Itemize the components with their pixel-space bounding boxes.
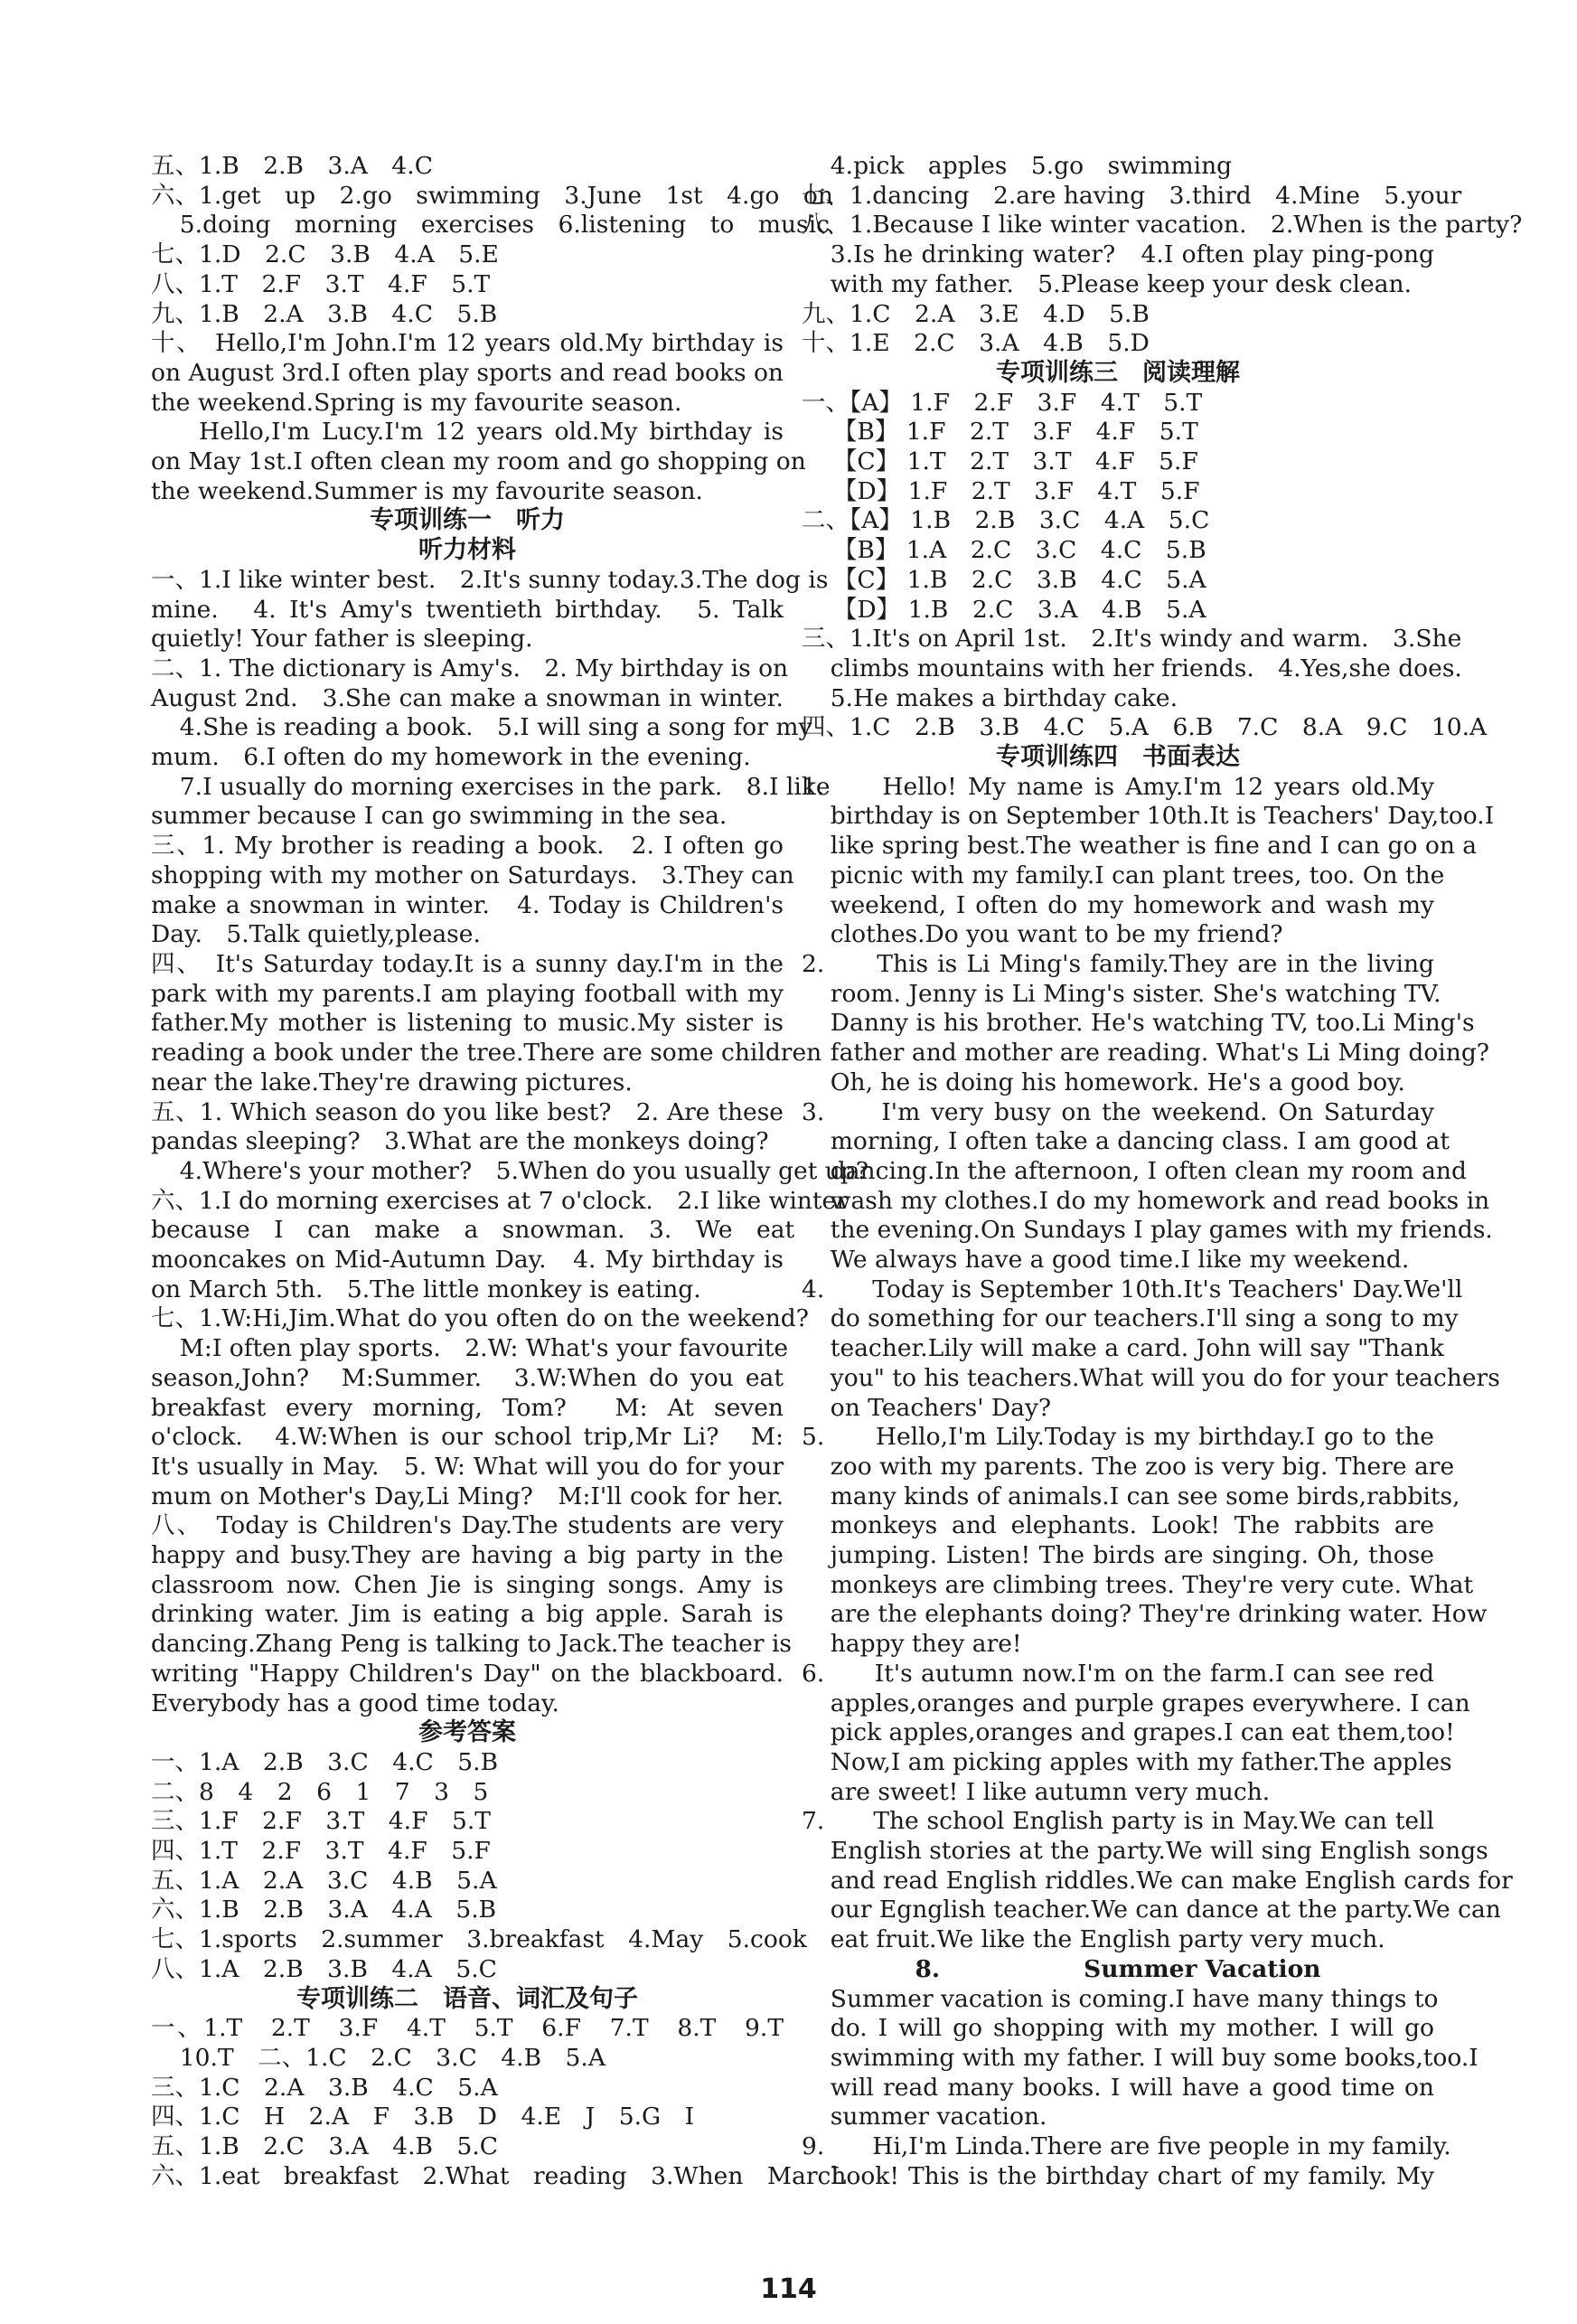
right-column-line: room. Jenny is Li Ming's sister. She's watching TV. (830, 979, 1441, 1008)
left-column-line: 四、1.C H 2.A F 3.B D 4.E J 5.G I (151, 2103, 695, 2131)
left-column-line: 二、1. The dictionary is Amy's. 2. My birthday is on (151, 654, 789, 682)
page-number: 114 (760, 2273, 817, 2305)
right-column-line: monkeys are climbing trees. They're very cute. What (830, 1570, 1474, 1599)
left-column-line: the weekend.Summer is my favourite season. (151, 476, 703, 505)
left-column-line: mum. 6.I often do my homework in the evening. (151, 743, 751, 772)
right-column-line: with my father. 5.Please keep your desk clean. (830, 269, 1412, 298)
left-column-line: 三、1.F 2.F 3.T 4.F 5.T (151, 1807, 491, 1836)
right-column-line: 6. It's autumn now.I'm on the farm.I can see red (802, 1659, 1434, 1688)
right-column-line: Oh, he is doing his homework. He's a good boy. (830, 1068, 1405, 1096)
left-column-line: breakfast every morning, Tom? M: At seven (151, 1393, 784, 1422)
left-column-line: 五、1. Which season do you like best? 2. Are these (151, 1097, 784, 1126)
left-column-line: because I can make a snowman. 3. We eat (151, 1216, 795, 1245)
left-column-line: father.My mother is listening to music.My sister is (151, 1009, 784, 1038)
left-column-line: 二、8 4 2 6 1 7 3 5 (151, 1777, 489, 1806)
right-column-line: 8. Summer Vacation (915, 1954, 1321, 1983)
right-column-line: Danny is his brother. He's watching TV, too.Li Ming's (830, 1009, 1475, 1038)
right-column-line: 八、1.Because I like winter vacation. 2.When is the party? (802, 211, 1523, 240)
right-column-line: 专项训练三 阅读理解 (996, 358, 1240, 387)
right-column-line: English stories at the party.We will sing English songs (830, 1837, 1488, 1866)
left-column-line: 参考答案 (418, 1718, 516, 1747)
right-column-line: 七、1.dancing 2.are having 3.third 4.Mine 5.your (802, 181, 1462, 210)
right-column-line: 四、1.C 2.B 3.B 4.C 5.A 6.B 7.C 8.A 9.C 10.A (802, 713, 1488, 742)
left-column-line: mine. 4. It's Amy's twentieth birthday. 5. Talk (151, 595, 784, 624)
right-column-line: do. I will go shopping with my mother. I will go (830, 2014, 1434, 2043)
left-column-line: writing "Happy Children's Day" on the blackboard. (151, 1659, 784, 1688)
left-column-line: make a snowman in winter. 4. Today is Children's (151, 890, 784, 919)
left-column-line: August 2nd. 3.She can make a snowman in winter. (151, 683, 784, 712)
left-column-line: on March 5th. 5.The little monkey is eating. (151, 1275, 701, 1303)
left-column-line: quietly! Your father is sleeping. (151, 625, 533, 654)
left-column-line: on May 1st.I often clean my room and go shopping on (151, 447, 806, 476)
left-column-line: mum on Mother's Day,Li Ming? M:I'll cook for her. (151, 1482, 784, 1510)
left-column-line: 专项训练一 听力 (370, 506, 565, 535)
left-column-line: 三、1.C 2.A 3.B 4.C 5.A (151, 2073, 498, 2102)
left-column-line: 一、1.T 2.T 3.F 4.T 5.T 6.F 7.T 8.T 9.T (151, 2014, 784, 2043)
left-column-line: Everybody has a good time today. (151, 1689, 559, 1717)
right-column-line: 4.pick apples 5.go swimming (830, 152, 1233, 180)
left-column-line: 专项训练二 语音、词汇及句子 (296, 1984, 638, 2013)
right-column-line: happy they are! (830, 1630, 1022, 1659)
left-column-line: M:I often play sports. 2.W: What's your favourite (179, 1334, 789, 1363)
left-column-line: mooncakes on Mid-Autumn Day. 4. My birthday is (151, 1246, 784, 1275)
left-column-line: 七、1.W:Hi,Jim.What do you often do on the weekend? (151, 1304, 809, 1333)
right-column-line: like spring best.The weather is fine and I can go on a (830, 832, 1478, 861)
left-column-line: 4.She is reading a book. 5.I will sing a song for my (179, 713, 812, 742)
right-column-line: 2. This is Li Ming's family.They are in the living (802, 949, 1434, 978)
left-column-line: 三、1. My brother is reading a book. 2. I often go (151, 832, 784, 861)
right-column (802, 152, 1523, 2192)
left-column-line: 八、1.A 2.B 3.B 4.A 5.C (151, 1954, 497, 1983)
right-column-line: 二、【A】 1.B 2.B 3.C 4.A 5.C (802, 506, 1210, 535)
left-column-line: near the lake.They're drawing pictures. (151, 1068, 633, 1096)
left-column-line: the weekend.Spring is my favourite season. (151, 388, 682, 417)
right-column-line: 9. Hi,I'm Linda.There are five people in my family. (802, 2132, 1451, 2161)
right-column-line: are sweet! I like autumn very much. (830, 1777, 1271, 1806)
left-column-line: 七、1.D 2.C 3.B 4.A 5.E (151, 240, 499, 269)
left-column-line: 听力材料 (418, 536, 516, 565)
right-column-line: eat fruit.We like the English party very much. (830, 1925, 1385, 1954)
right-column-line: 7. The school English party is in May.We can tell (802, 1807, 1434, 1836)
right-column-line: 【D】 1.F 2.T 3.F 4.T 5.F (802, 476, 1200, 505)
left-column-line: shopping with my mother on Saturdays. 3.They can (151, 861, 794, 889)
left-column-line: 八、 Today is Children's Day.The students are very (151, 1511, 784, 1540)
right-column-line: 【C】 1.B 2.C 3.B 4.C 5.A (802, 565, 1206, 594)
left-column-line: 一、1.A 2.B 3.C 4.C 5.B (151, 1747, 499, 1776)
right-column-line: on Teachers' Day? (830, 1393, 1052, 1422)
right-column-line: 3. I'm very busy on the weekend. On Saturday (802, 1097, 1434, 1126)
left-column-line: 六、1.get up 2.go swimming 3.June 1st 4.go on (151, 181, 833, 210)
right-column-line: Now,I am picking apples with my father.The apples (830, 1747, 1452, 1776)
right-column-line: swimming with my father. I will buy some books,too.I (830, 2044, 1478, 2072)
right-column-line: the evening.On Sundays I play games with my friends. (830, 1216, 1493, 1245)
left-column-line: drinking water. Jim is eating a big apple. Sarah is (151, 1600, 784, 1629)
right-column-line: weekend, I often do my homework and wash my (830, 890, 1434, 919)
left-column-line: park with my parents.I am playing football with my (151, 979, 784, 1008)
right-column-line: Summer vacation is coming.I have many things to (830, 1984, 1439, 2013)
right-column-line: summer vacation. (830, 2103, 1047, 2131)
right-column-line: 九、1.C 2.A 3.E 4.D 5.B (802, 299, 1150, 328)
right-column-line: 【C】 1.T 2.T 3.T 4.F 5.F (802, 447, 1198, 476)
left-column-line: season,John? M:Summer. 3.W:When do you eat (151, 1363, 784, 1392)
left-column-line: 五、1.A 2.A 3.C 4.B 5.A (151, 1866, 497, 1895)
right-column-line: do something for our teachers.I'll sing a song to my (830, 1304, 1459, 1333)
right-column-line: our Egnglish teacher.We can dance at the party.We can (830, 1896, 1501, 1924)
right-column-line: clothes.Do you want to be my friend? (830, 920, 1283, 949)
right-column-line: climbs mountains with her friends. 4.Yes,she does. (830, 654, 1462, 682)
left-column (151, 152, 869, 2192)
left-column-line: o'clock. 4.W:When is our school trip,Mr Li? M: (151, 1423, 784, 1452)
left-column-line: 九、1.B 2.A 3.B 4.C 5.B (151, 299, 498, 328)
right-column-line: 3.Is he drinking water? 4.I often play ping-pong (830, 240, 1434, 269)
left-column-line: 四、 It's Saturday today.It is a sunny day.I'm in the (151, 949, 784, 978)
right-column-line: 一、【A】 1.F 2.F 3.F 4.T 5.T (802, 388, 1203, 417)
right-column-line: many kinds of animals.I can see some birds,rabbits, (830, 1482, 1460, 1510)
left-column-line: 一、1.I like winter best. 2.It's sunny today.3.The dog is (151, 565, 829, 594)
left-column-line: 七、1.sports 2.summer 3.breakfast 4.May 5.cook (151, 1925, 807, 1954)
left-column-line: It's usually in May. 5. W: What will you do for your (151, 1452, 784, 1481)
left-column-line: 4.Where's your mother? 5.When do you usually get up? (179, 1156, 869, 1185)
right-column-line: you" to his teachers.What will you do for your teachers (830, 1363, 1500, 1392)
left-column-line: 六、1.eat breakfast 2.What reading 3.When March (151, 2161, 847, 2190)
right-column-line: pick apples,oranges and grapes.I can eat them,too! (830, 1718, 1455, 1747)
left-column-line: reading a book under the tree.There are some children (151, 1039, 822, 1068)
left-column-line: on August 3rd.I often play sports and read books on (151, 358, 784, 387)
right-column-line: 【D】 1.B 2.C 3.A 4.B 5.A (802, 595, 1206, 624)
left-column-line: 六、1.B 2.B 3.A 4.A 5.B (151, 1896, 497, 1924)
right-column-line: 5.He makes a birthday cake. (830, 683, 1178, 712)
right-column-line: birthday is on September 10th.It is Teachers' Day,too.I (830, 802, 1495, 831)
right-column-line: will read many books. I will have a good time on (830, 2073, 1434, 2102)
right-column-line: dancing.In the afternoon, I often clean my room and (830, 1156, 1467, 1185)
left-column-line: Day. 5.Talk quietly,please. (151, 920, 481, 949)
right-column-line: morning, I often take a dancing class. I am good at (830, 1127, 1450, 1156)
left-column-line: Hello,I'm Lucy.I'm 12 years old.My birthday is (199, 418, 784, 447)
right-column-line: 专项训练四 书面表达 (996, 743, 1240, 772)
left-column-line: classroom now. Chen Jie is singing songs. Amy is (151, 1570, 784, 1599)
right-column-line: jumping. Listen! The birds are singing. Oh, those (830, 1541, 1434, 1570)
left-column-line: dancing.Zhang Peng is talking to Jack.The teacher is (151, 1630, 793, 1659)
right-column-line: teacher.Lily will make a card. John will say "Thank (830, 1334, 1444, 1363)
left-column-line: happy and busy.They are having a big party in the (151, 1541, 784, 1570)
right-column-line: wash my clothes.I do my homework and read books in (830, 1186, 1490, 1215)
right-column-line: father and mother are reading. What's Li Ming doing? (830, 1039, 1490, 1068)
left-column-line: 10.T 二、1.C 2.C 3.C 4.B 5.A (179, 2044, 605, 2072)
left-column-line: 十、 Hello,I'm John.I'm 12 years old.My birthday is (151, 329, 784, 358)
left-column-line: summer because I can go swimming in the sea. (151, 802, 727, 831)
left-column-line: 六、1.I do morning exercises at 7 o'clock. 2.I like winter (151, 1186, 848, 1215)
right-column-line: 【B】 1.F 2.T 3.F 4.F 5.T (802, 418, 1198, 447)
right-column-line: 4. Today is September 10th.It's Teachers' Day.We'll (802, 1275, 1463, 1303)
right-column-line: are the elephants doing? They're drinking water. How (830, 1600, 1488, 1629)
left-column-line: 五、1.B 2.C 3.A 4.B 5.C (151, 2132, 499, 2161)
right-column-line: 【B】 1.A 2.C 3.C 4.C 5.B (802, 536, 1206, 565)
left-column-line: 五、1.B 2.B 3.A 4.C (151, 152, 433, 180)
right-column-line: 1. Hello! My name is Amy.I'm 12 years old.My (802, 772, 1434, 801)
right-column-line: We always have a good time.I like my weekend. (830, 1246, 1410, 1275)
left-column-line: pandas sleeping? 3.What are the monkeys doing? (151, 1127, 769, 1156)
left-column-line: 5.doing morning exercises 6.listening to music (179, 211, 830, 240)
right-column-line: 5. Hello,I'm Lily.Today is my birthday.I go to the (802, 1423, 1434, 1452)
right-column-line: picnic with my family.I can plant trees, too. On the (830, 861, 1445, 889)
right-column-line: apples,oranges and purple grapes everywhere. I can (830, 1689, 1470, 1717)
right-column-line: 三、1.It's on April 1st. 2.It's windy and warm. 3.She (802, 625, 1462, 654)
left-column-line: 7.I usually do morning exercises in the park. 8.I like (179, 772, 831, 801)
right-column-line: Look! This is the birthday chart of my family. My (830, 2161, 1434, 2190)
left-column-line: 四、1.T 2.F 3.T 4.F 5.F (151, 1837, 491, 1866)
right-column-line: monkeys and elephants. Look! The rabbits are (830, 1511, 1434, 1540)
right-column-line: zoo with my parents. The zoo is very big. There are (830, 1452, 1455, 1481)
left-column-line: 八、1.T 2.F 3.T 4.F 5.T (151, 269, 491, 298)
right-column-line: 十、1.E 2.C 3.A 4.B 5.D (802, 329, 1150, 358)
right-column-line: and read English riddles.We can make English cards for (830, 1866, 1513, 1895)
